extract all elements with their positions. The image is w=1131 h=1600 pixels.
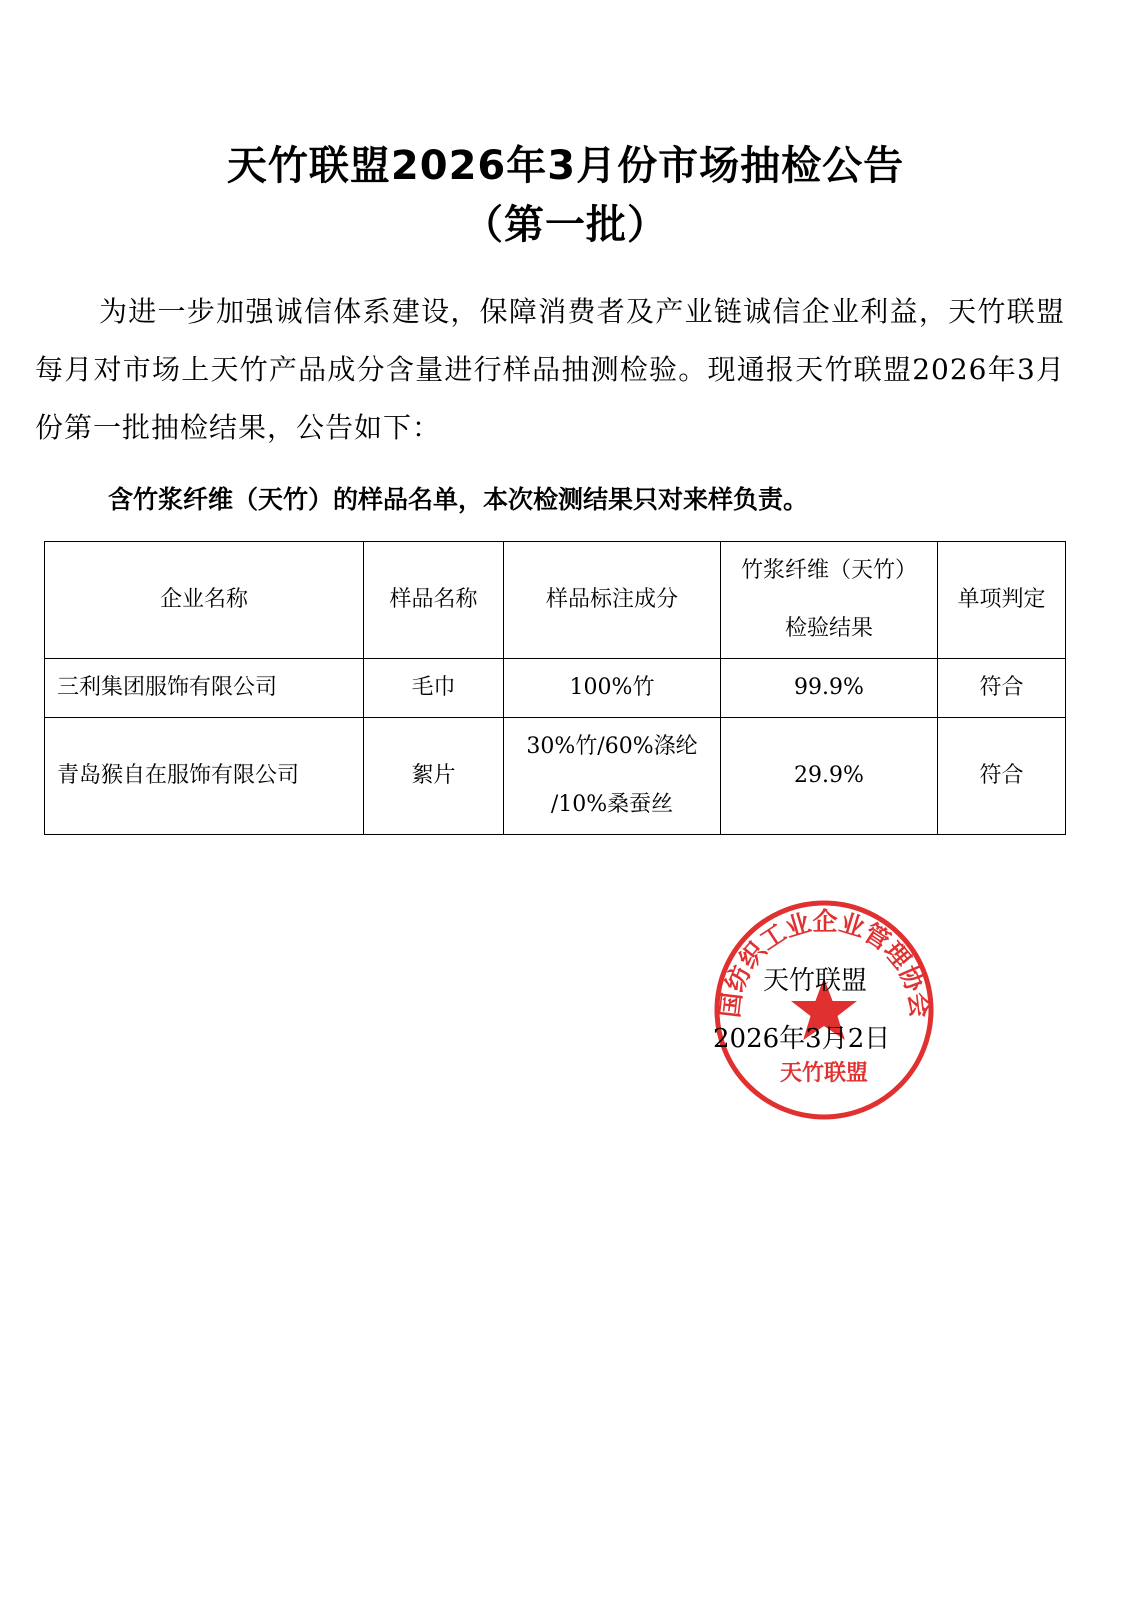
cell-company: 三利集团服饰有限公司 <box>45 659 364 718</box>
official-seal-icon <box>712 898 936 1122</box>
cell-composition <box>504 718 721 835</box>
table-caption: 含竹浆纤维（天竹）的样品名单，本次检测结果只对来样负责。 <box>108 485 809 514</box>
cell-composition-line1: 30%竹/60%涤纶 <box>526 734 698 759</box>
cell-verdict: 符合 <box>938 718 1066 835</box>
page-title: 天竹联盟2026年3月份市场抽检公告 <box>226 143 905 189</box>
header-company: 企业名称 <box>45 542 364 659</box>
header-composition: 样品标注成分 <box>504 542 721 659</box>
cell-sample: 絮片 <box>364 718 504 835</box>
page-subtitle: （第一批） <box>463 202 668 248</box>
cell-result: 29.9% <box>721 718 938 835</box>
cell-sample: 毛巾 <box>364 659 504 718</box>
seal-bottom-text: 天竹联盟 <box>779 1061 869 1086</box>
header-result <box>721 542 938 659</box>
header-sample: 样品名称 <box>364 542 504 659</box>
intro-paragraph: 为进一步加强诚信体系建设，保障消费者及产业链诚信企业利益，天竹联盟每月对市场上天竹产品成分含量进行样品抽测检验。现通报天竹联盟2026年3月份第一批抽检结果，公告如下： <box>35 295 1065 444</box>
seal-ring-text: 国纺织工业企业管理协会 <box>715 906 935 1020</box>
table-header-row <box>45 542 1066 659</box>
cell-result: 99.9% <box>721 659 938 718</box>
header-result-line2: 检验结果 <box>784 616 873 641</box>
table-row <box>45 718 1066 835</box>
table-row <box>45 659 1066 718</box>
cell-composition: 100%竹 <box>504 659 721 718</box>
header-result-line1: 竹浆纤维（天竹） <box>740 558 917 583</box>
signature-date: 2026年3月2日 <box>713 1024 891 1054</box>
cell-composition-line2: /10%桑蚕丝 <box>550 792 674 817</box>
results-table <box>44 541 1066 835</box>
header-verdict: 单项判定 <box>938 542 1066 659</box>
signature-org: 天竹联盟 <box>763 966 868 996</box>
cell-company: 青岛猴自在服饰有限公司 <box>45 718 364 835</box>
cell-verdict: 符合 <box>938 659 1066 718</box>
